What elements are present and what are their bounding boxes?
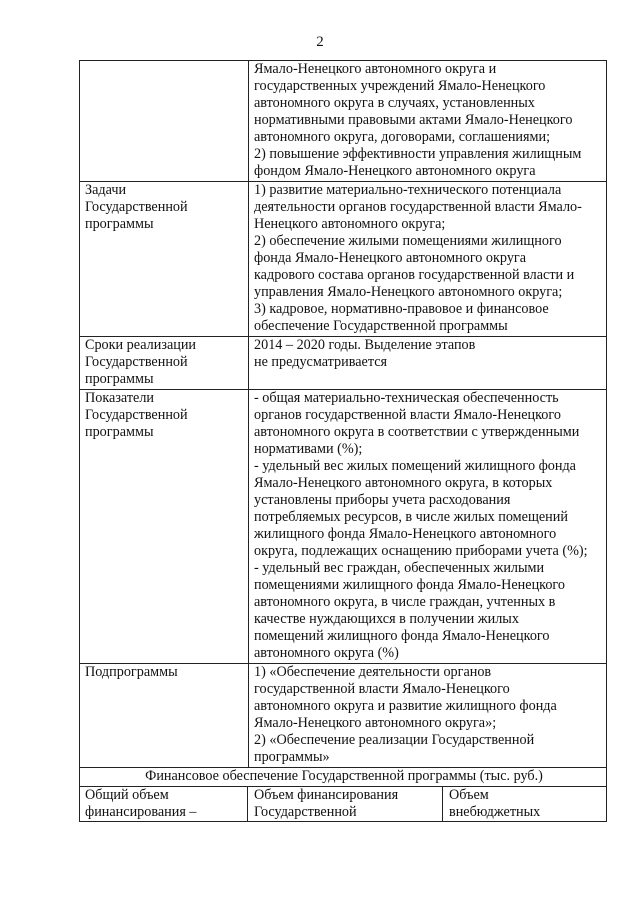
text-line: органов государственной власти Ямало-Ненецкого: [254, 407, 561, 423]
label-line: программы: [85, 371, 154, 387]
text-line: 2) «Обеспечение реализации Государственной: [254, 732, 535, 748]
text-line: автономного округа (%): [254, 645, 399, 661]
table-row: [80, 182, 607, 337]
text-line: Ямало-Ненецкого автономного округа и: [254, 61, 497, 77]
financing-columns: [80, 787, 607, 822]
text-line: - удельный вес граждан, обеспеченных жилыми: [254, 560, 545, 576]
text-line: установлены приборы учета расходования: [254, 492, 511, 508]
text-line: нормативными правовыми актами Ямало-Ненецкого: [254, 112, 573, 128]
text-line: 1) «Обеспечение деятельности органов: [254, 664, 492, 680]
row-label-subprograms: [80, 664, 249, 768]
text-line: Общий объем: [85, 787, 169, 803]
row-label-terms: [80, 337, 249, 390]
text-line: управления Ямало-Ненецкого автономного округа;: [254, 284, 563, 300]
text-line: внебюджетных: [449, 804, 541, 820]
row-label: [80, 61, 249, 182]
text-line: 2) обеспечение жилыми помещениями жилищного: [254, 233, 562, 249]
text-line: кадрового состава органов государственной власти и: [254, 267, 575, 283]
text-line: автономного округа в случаях, установленных: [254, 95, 535, 111]
text-line: Ямало-Ненецкого автономного округа»;: [254, 715, 497, 731]
table-row: [80, 787, 607, 822]
text-line: округа, подлежащих оснащению приборами учета (%);: [254, 543, 588, 559]
text-line: деятельности органов государственной власти Ямало-: [254, 199, 582, 215]
text-line: программы»: [254, 749, 330, 765]
table-row: [80, 61, 607, 182]
row-label-tasks: [80, 182, 249, 337]
text-line: 2) повышение эффективности управления жилищным: [254, 146, 582, 162]
row-label-indicators: [80, 390, 249, 664]
row-content-subprograms: [249, 664, 607, 768]
text-line: - удельный вес жилых помещений жилищного фонда: [254, 458, 576, 474]
text-line: - общая материально-техническая обеспеченность: [254, 390, 559, 406]
row-content-indicators: [249, 390, 607, 664]
text-line: финансирования –: [85, 804, 197, 820]
label-line: Сроки реализации: [85, 337, 197, 353]
page-number: 2: [316, 34, 324, 50]
text-line: не предусматривается: [254, 354, 388, 370]
financing-total-cell: [80, 787, 248, 821]
label-line: Подпрограммы: [85, 664, 178, 680]
financing-offbudget-cell: [443, 787, 607, 821]
table-row: [80, 390, 607, 664]
row-content-terms: [249, 337, 607, 390]
table-row: [80, 664, 607, 768]
text-line: фондом Ямало-Ненецкого автономного округа: [254, 163, 536, 179]
financing-header: Финансовое обеспечение Государственной программы (тыс. руб.): [80, 768, 607, 787]
label-line: Государственной: [85, 199, 188, 215]
text-line: 2014 – 2020 годы. Выделение этапов: [254, 337, 476, 353]
text-line: автономного округа, в числе граждан, учтенных в: [254, 594, 556, 610]
text-line: Государственной: [254, 804, 357, 820]
row-content: [249, 61, 607, 182]
label-line: программы: [85, 216, 154, 232]
financing-program-cell: [248, 787, 443, 821]
text-line: автономного округа в соответствии с утвержденными: [254, 424, 580, 440]
text-line: потребляемых ресурсов, в числе жилых помещений: [254, 509, 568, 525]
text-line: автономного округа, договорами, соглашениями;: [254, 129, 551, 145]
table-row: [80, 337, 607, 390]
table-row: [80, 768, 607, 787]
text-line: Ямало-Ненецкого автономного округа, в которых: [254, 475, 553, 491]
text-line: Объем финансирования: [254, 787, 399, 803]
text-line: качестве нуждающихся в получении жилых: [254, 611, 519, 627]
label-line: Задачи: [85, 182, 127, 198]
label-line: Показатели: [85, 390, 155, 406]
text-line: Объем: [449, 787, 489, 803]
text-line: государственной власти Ямало-Ненецкого: [254, 681, 510, 697]
text-line: жилищного фонда Ямало-Ненецкого автономного: [254, 526, 557, 542]
text-line: автономного округа и развитие жилищного фонда: [254, 698, 557, 714]
text-line: помещениями жилищного фонда Ямало-Ненецкого: [254, 577, 565, 593]
text-line: обеспечение Государственной программы: [254, 318, 508, 334]
text-line: фонда Ямало-Ненецкого автономного округа: [254, 250, 527, 266]
label-line: Государственной: [85, 354, 188, 370]
text-line: 3) кадровое, нормативно-правовое и финансовое: [254, 301, 549, 317]
row-content-tasks: [249, 182, 607, 337]
label-line: Государственной: [85, 407, 188, 423]
text-line: нормативами (%);: [254, 441, 363, 457]
label-line: программы: [85, 424, 154, 440]
text-line: государственных учреждений Ямало-Ненецкого: [254, 78, 546, 94]
text-line: Ненецкого автономного округа;: [254, 216, 446, 232]
financing-subtable: [80, 787, 606, 821]
text-line: помещений жилищного фонда Ямало-Ненецкого: [254, 628, 550, 644]
text-line: 1) развитие материально-технического потенциала: [254, 182, 562, 198]
program-passport-table: [79, 60, 607, 822]
